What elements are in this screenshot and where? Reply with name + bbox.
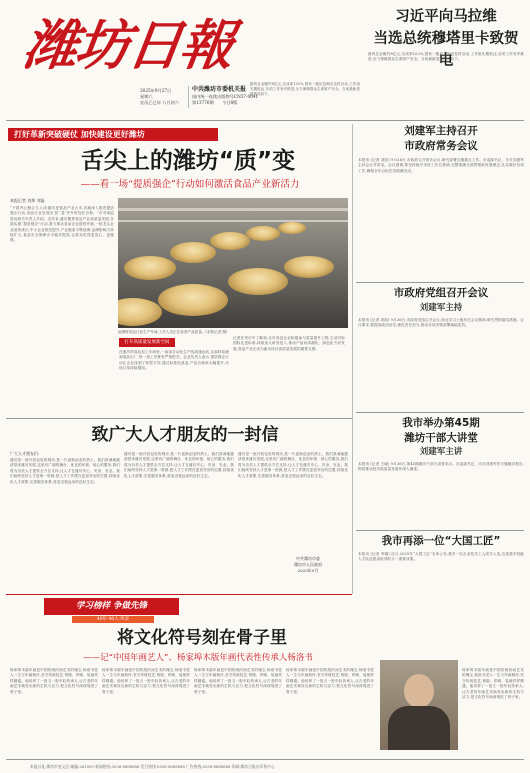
right-story-4-title[interactable]: 我市再添一位“大国工匠” — [381, 535, 501, 547]
vat — [278, 222, 306, 234]
bottom-headline[interactable]: 将文化符号刻在骨子里 — [117, 628, 287, 648]
right-story-2-body: 本报讯 (记者 刘凯) 9月26日,市政府党组召开会议,传达学习上级有关会议精神,研究贯彻落实措施。会议要求,要提高政治站位,强化责任担当,推动各项决策部署落地见效。 — [358, 318, 524, 328]
vat — [118, 298, 162, 326]
vat — [158, 284, 228, 316]
bottom-body-2: 杨家埠木版年画是中国传统民间艺术的瑰宝,杨洛书老人一生与年画相伴,坚守传统技艺,刻版、印刷、装裱样样精通。他培养了一批又一批年轻传承人,让古老的年画艺术焕发出新的生机与活力,把文化符号深深刻进了骨子里。 — [102, 668, 190, 694]
letter-body-2: 潍坊是一座开放包容的城市,是一片创新创业的热土。我们真诚地邀请您来潍坊发展,这里有广阔的舞台、优良的环境、贴心的服务,我们将为各类人才提供全方位支持,让人才在潍坊安心、安身、安业。我们始终坚持人才是第一资源,把人才工作摆在更加突出的位置,持续优化人才政策,完善服务体系,营造近悦远来的良好生态。 — [124, 452, 234, 478]
right-story-4-body: 本报讯 (记者 李娜) 近日,2025年“大国工匠”名单公布,我市一位企业技术工人成功入选,这是我市技能人才队伍建设取得的又一重要成果。 — [358, 552, 524, 562]
rule — [6, 418, 352, 419]
right-story-3-sub: 刘建军主讲 — [419, 447, 463, 457]
top-story-body: 最终总金额约8亿元,完成率102%,国家一级应急响应及时启动,工作组先期抵达,各项工作有序推进,全力保障群众生命财产安全。当前最新进展情况如下。 — [368, 52, 524, 62]
footer: 本报社址:潍坊市奎文区 邮编:261000 新闻热线:0536-8888888 发行热线:0536-8888888 广告热线:0536-8888888 印刷:潍坊日报社印务中心 — [30, 764, 275, 769]
letter-salutation: 广大人才朋友们: — [10, 451, 40, 456]
learn-banner: 学习榜样 争做先锋 — [44, 598, 179, 615]
main-body-right: 记者在采访中了解到,全市食品企业积极参与质量提升工程,主动对标国际先进标准,持续加大研发投入,推动产品向高端化、绿色化方向发展,食品产业正成为潍坊经济高质量发展的重要支撑。 — [233, 336, 345, 351]
top-headline-line2: 当选总统穆塔里卡致贺电 — [373, 31, 519, 69]
vat — [210, 232, 250, 250]
rule — [6, 120, 524, 121]
issue-date — [140, 88, 186, 106]
top-headline-line1: 习近平向马拉维 — [395, 9, 497, 25]
date-line-2: 星期六 — [140, 94, 153, 99]
food-factory-photo — [118, 198, 348, 328]
main-body-mid: 在潍坊的食品加工车间里,一条条自动化生产线高速运转,从原料检测到成品出厂,每一道工序都有严格把关。企业负责人表示,提质强企行动让企业找到了转型方向,通过标准化改造,产品合格率大幅提升,市场订单持续增加。 — [119, 350, 229, 371]
bottom-body-1: 杨家埠木版年画是中国传统民间艺术的瑰宝,杨洛书老人一生与年画相伴,坚守传统技艺,刻版、印刷、装裱样样精通。他培养了一批又一批年轻传承人,让古老的年画艺术焕发出新的生机与活力,把文化符号深深刻进了骨子里。 — [10, 668, 98, 694]
portrait-body — [388, 706, 450, 750]
pipe — [118, 220, 348, 222]
photo-caption: 福海特食品行业生产车间,工作人员正在检查产品质量。(本报记者 摄) — [118, 330, 228, 334]
learn-sub-banner: 40年·40人·风采 — [72, 616, 154, 623]
letter-body-3: 潍坊是一座开放包容的城市,是一片创新创业的热土。我们真诚地邀请您来潍坊发展,这里有广阔的舞台、优良的环境、贴心的服务,我们将为各类人才提供全方位支持,让人才在潍坊安心、安身、安业。我们始终坚持人才是第一资源,把人才工作摆在更加突出的位置,持续优化人才政策,完善服务体系,营造近悦远来的良好生态。 — [238, 452, 348, 478]
masthead-brief: 最终总金额约8亿元,完成率102%,国家一级应急响应及时启动,工作组先期抵达,各项工作有序推进,全力保障群众生命财产安全。当前最新进展情况如下。 — [250, 82, 360, 96]
main-subheadline: ——看一场“提质强企”行动如何激活食品产业新活力 — [80, 179, 300, 190]
main-byline: 本报记者 刘炜 刘磊 — [10, 198, 45, 203]
main-story-banner: 打好革新突破硬仗 加快建设更好潍坊 — [8, 128, 218, 141]
rule — [356, 282, 524, 283]
issuer: 中共潍坊市委机关报 — [192, 86, 247, 93]
pipe — [118, 208, 348, 211]
right-story-2-sub: 刘建军主持 — [419, 303, 463, 313]
column-divider — [352, 124, 353, 594]
vat — [246, 226, 280, 241]
right-story-1-title[interactable]: 刘建军主持召开 市政府常务会议 — [404, 125, 478, 152]
main-headline[interactable]: 舌尖上的潍坊“质”变 — [80, 148, 296, 174]
bottom-body-5: 杨家埠木版年画是中国传统民间艺术的瑰宝,杨洛书老人一生与年画相伴,坚守传统技艺,刻版、印刷、装裱样样精通。他培养了一批又一批年轻传承人,让古老的年画艺术焕发出新的生机与活力,把文化符号深深刻进了骨子里。 — [462, 668, 524, 700]
issue-number: 第13776期 今日8版 — [192, 100, 238, 105]
main-body-left: “干群齐心聚合力,山东潍坊是食品产业大市,各地深入推进提质强企行动,食品行业呈现出‘质’‘量’齐升的良好态势。”市市场监管局相关负责人介绍。近年来,潍坊聚焦食品产业高质量发展,全面实施“提质强企”行动,着力推动食品企业提档升级,一批龙头企业加快成长,中小企业规范提升,产业链条不断延伸,品牌影响力持续扩大,食品安全保障水平稳步提高,让群众吃得更放心、更健康。 — [10, 206, 114, 243]
bottom-body-4: 杨家埠木版年画是中国传统民间艺术的瑰宝,杨洛书老人一生与年画相伴,坚守传统技艺,刻版、印刷、装裱样样精通。他培养了一批又一批年轻传承人,让古老的年画艺术焕发出新的生机与活力,把文化符号深深刻进了骨子里。 — [286, 668, 374, 694]
vat — [170, 242, 216, 263]
right-story-3-title[interactable]: 我市举办第45期 潍坊干部大讲堂 — [402, 417, 480, 444]
right-story-2-title[interactable]: 市政府党组召开会议 — [393, 287, 489, 299]
bottom-subheadline: ——记“中国年画艺人”、杨家埠木版年画代表性传承人杨洛书 — [83, 653, 313, 663]
right-story-3-body: 本报讯 (记者 王晓) 9月26日,第45期潍坊干部大讲堂举办。市委副书记、市长刘建军作专题辅导报告,围绕推动经济高质量发展作深入阐述。 — [358, 462, 524, 472]
date-line-3: 农历乙巳年 八月初六 — [140, 100, 180, 105]
vat — [124, 256, 176, 280]
section-tag: 打开高质量发展新空间 — [119, 338, 175, 347]
rule — [6, 594, 352, 595]
letter-signature: 中共潍坊市委 潍坊市人民政府 2025年9月 — [294, 556, 322, 573]
bottom-body-3: 杨家埠木版年画是中国传统民间艺术的瑰宝,杨洛书老人一生与年画相伴,坚守传统技艺,刻版、印刷、装裱样样精通。他培养了一批又一批年轻传承人,让古老的年画艺术焕发出新的生机与活力,把文化符号深深刻进了骨子里。 — [194, 668, 282, 694]
portrait-face — [404, 674, 434, 708]
divider — [188, 86, 189, 108]
rule — [356, 530, 524, 531]
letter-body-1: 潍坊是一座开放包容的城市,是一片创新创业的热土。我们真诚地邀请您来潍坊发展,这里有广阔的舞台、优良的环境、贴心的服务,我们将为各类人才提供全方位支持,让人才在潍坊安心、安身、安业。我们始终坚持人才是第一资源,把人才工作摆在更加突出的位置,持续优化人才政策,完善服务体系,营造近悦远来的良好生态。 — [10, 458, 120, 484]
date-line-1: 2025年9月27日 — [140, 88, 172, 93]
artisan-portrait-photo — [380, 660, 458, 750]
rule — [356, 412, 524, 413]
vat — [284, 256, 334, 278]
letter-headline[interactable]: 致广大人才朋友的一封信 — [91, 425, 279, 445]
vat — [228, 268, 288, 295]
newspaper-logo: 潍坊日報 — [19, 13, 237, 77]
right-story-1-body: 本报讯 (记者 刘凯) 9月26日,市政府召开常务会议,研究部署近期重点工作。市委副书记、市长刘建军主持会议并讲话。会议强调,要坚持稳中求进工作总基调,完整准确全面贯彻新发展理念,扎实做好各项工作,确保全年目标任务圆满完成。 — [358, 158, 524, 173]
cn-number: 国内统一连续出版物号CN37-0041 — [192, 94, 259, 99]
